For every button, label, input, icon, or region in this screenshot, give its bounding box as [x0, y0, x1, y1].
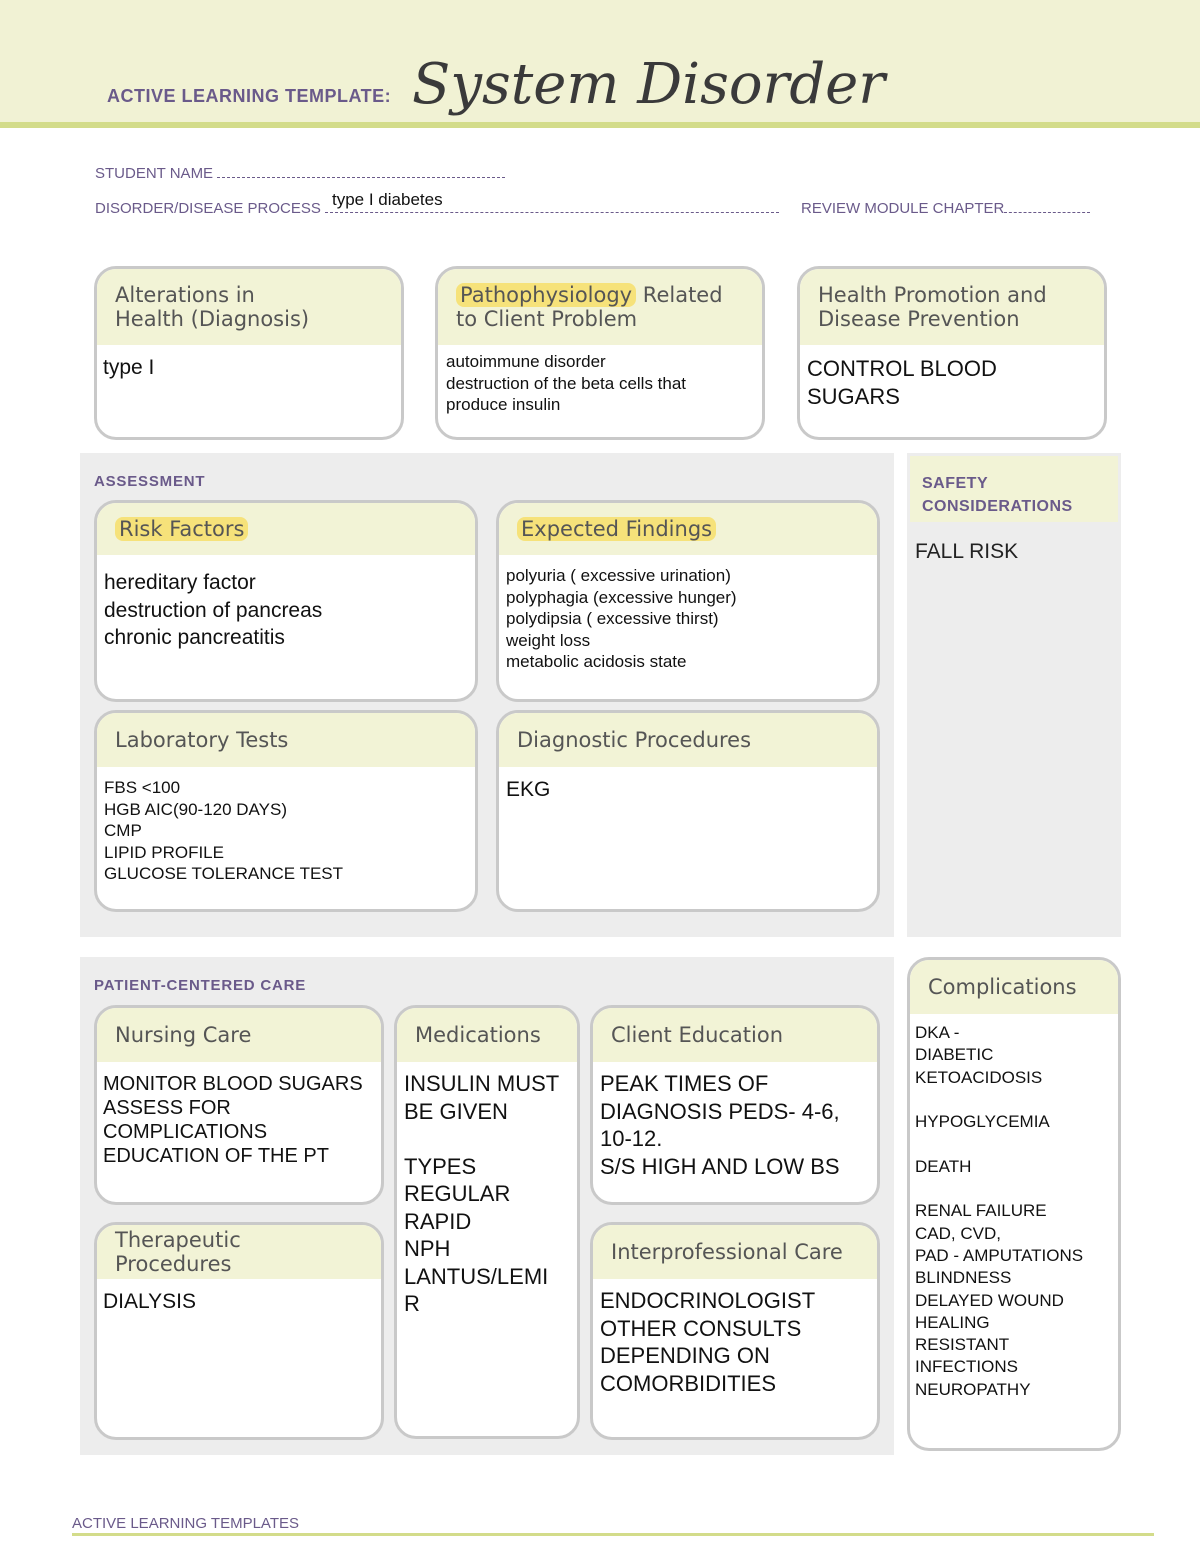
safety-panel: [907, 453, 1121, 937]
client-education-card-header: [593, 1008, 877, 1062]
alterations-card-header: [97, 269, 401, 345]
complications-card-header: [910, 960, 1118, 1014]
disorder-value[interactable]: type I diabetes: [332, 190, 443, 209]
interprofessional-care-card: [590, 1222, 880, 1440]
medications-body[interactable]: INSULIN MUST BE GIVEN TYPES REGULAR RAPID NPH LANTUS/LEMI R: [404, 1071, 560, 1316]
client-education-title: Client Education: [611, 1022, 784, 1047]
therapeutic-procedures-card-header: [97, 1225, 381, 1279]
therapeutic-procedures-title: Therapeutic Procedures: [115, 1227, 241, 1276]
pathophysiology-title-2: to Client Problem: [456, 307, 638, 331]
diagnostic-procedures-body[interactable]: EKG: [506, 778, 551, 801]
laboratory-tests-card-header: [97, 713, 475, 767]
health-promotion-title-2: Disease Prevention: [818, 307, 1020, 331]
expected-findings-title: Expected Findings: [517, 517, 716, 541]
health-promotion-card: [797, 266, 1107, 440]
alterations-card: [94, 266, 404, 440]
review-chapter-label: REVIEW MODULE CHAPTER: [801, 200, 1005, 217]
template-title: System Disorder: [412, 52, 886, 117]
health-promotion-body[interactable]: CONTROL BLOOD SUGARS: [807, 356, 997, 409]
complications-title: Complications: [928, 974, 1077, 999]
risk-factors-title: Risk Factors: [115, 517, 248, 541]
risk-factors-body[interactable]: hereditary factor destruction of pancreas chronic pancreatitis: [104, 571, 323, 649]
nursing-care-card: [94, 1005, 384, 1205]
alterations-title-2: Health (Diagnosis): [115, 307, 310, 331]
complications-body[interactable]: DKA - DIABETIC KETOACIDOSIS HYPOGLYCEMIA DEATH RENAL FAILURE CAD, CVD, PAD - AMPUTATIONS BLINDNESS DELAYED WOUND HEALING RESISTANT INFECTIONS NEUROPATHY: [915, 1023, 1084, 1399]
safety-body[interactable]: FALL RISK: [915, 540, 1019, 563]
pathophysiology-body[interactable]: autoimmune disorder destruction of the beta cells that produce insulin: [446, 352, 687, 414]
footer-rule: [72, 1533, 1154, 1536]
laboratory-tests-card: [94, 710, 478, 912]
diagnostic-procedures-card-header: [499, 713, 877, 767]
complications-card: [907, 957, 1121, 1451]
footer-label: ACTIVE LEARNING TEMPLATES: [72, 1515, 299, 1532]
assessment-title: ASSESSMENT: [94, 473, 206, 490]
interprofessional-care-card-header: [593, 1225, 877, 1279]
alterations-body[interactable]: type I: [103, 356, 155, 379]
interprofessional-care-body[interactable]: ENDOCRINOLOGIST OTHER CONSULTS DEPENDING ON COMORBIDITIES: [600, 1288, 816, 1396]
therapeutic-procedures-body[interactable]: DIALYSIS: [103, 1290, 196, 1313]
pathophysiology-card: [435, 266, 765, 440]
patient-centered-care-title: PATIENT-CENTERED CARE: [94, 977, 307, 994]
pathophysiology-card-header: [438, 269, 762, 345]
expected-findings-card-header: [499, 503, 877, 555]
medications-card: [394, 1005, 580, 1439]
health-promotion-card-header: [800, 269, 1104, 345]
expected-findings-body[interactable]: polyuria ( excessive urination) polyphagia (excessive hunger) polydipsia ( excessive thirst) weight loss metabolic acidosis state: [506, 566, 737, 671]
nursing-care-title: Nursing Care: [115, 1022, 252, 1047]
therapeutic-procedures-card: [94, 1222, 384, 1440]
medications-card-header: [397, 1008, 577, 1062]
template-label: ACTIVE LEARNING TEMPLATE:: [107, 86, 392, 106]
client-education-body[interactable]: PEAK TIMES OF DIAGNOSIS PEDS- 4-6, 10-12. S/S HIGH AND LOW BS: [600, 1071, 840, 1179]
student-name-field: [95, 165, 505, 182]
nursing-care-card-header: [97, 1008, 381, 1062]
diagnostic-procedures-title: Diagnostic Procedures: [517, 727, 752, 752]
review-chapter-blank[interactable]: [1004, 198, 1090, 213]
pathophysiology-highlight: Pathophysiology: [456, 283, 636, 307]
disorder-label: DISORDER/DISEASE PROCESS: [95, 200, 321, 217]
risk-factors-card-header: [97, 503, 475, 555]
interprofessional-care-title: Interprofessional Care: [611, 1239, 843, 1264]
alterations-title-1: Alterations in: [115, 282, 255, 307]
diagnostic-procedures-card: [496, 710, 880, 912]
header-rule: [0, 122, 1200, 128]
laboratory-tests-body[interactable]: FBS <100 HGB AIC(90-120 DAYS) CMP LIPID PROFILE GLUCOSE TOLERANCE TEST: [104, 778, 344, 883]
pathophysiology-title-rest: Related: [636, 282, 723, 307]
expected-findings-card: [496, 500, 880, 702]
safety-title: SAFETY CONSIDERATIONS: [922, 475, 1073, 515]
student-name-label: STUDENT NAME: [95, 165, 214, 182]
pathophysiology-title-1: [456, 283, 744, 307]
student-name-blank[interactable]: [217, 165, 505, 178]
laboratory-tests-title: Laboratory Tests: [115, 727, 289, 752]
health-promotion-title-1: Health Promotion and: [818, 282, 1047, 307]
nursing-care-body[interactable]: MONITOR BLOOD SUGARS ASSESS FOR COMPLICATIONS EDUCATION OF THE PT: [103, 1073, 363, 1167]
client-education-card: [590, 1005, 880, 1205]
medications-title: Medications: [415, 1022, 541, 1047]
risk-factors-card: [94, 500, 478, 702]
review-chapter-field: [801, 198, 1090, 217]
